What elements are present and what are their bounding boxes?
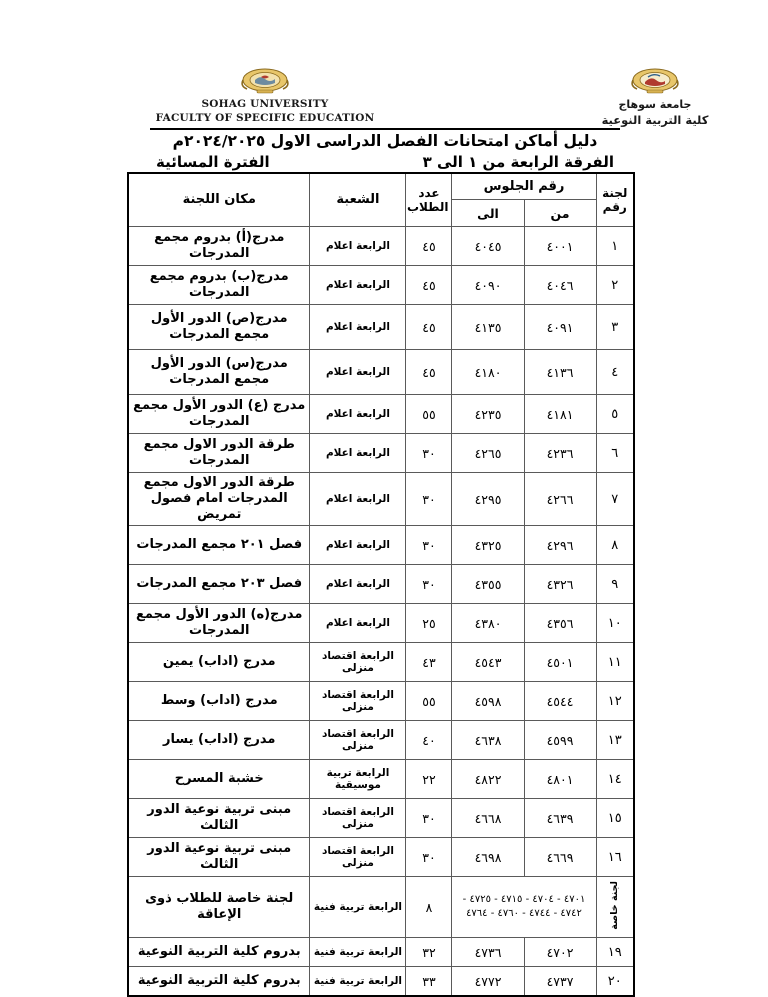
cell-section: الرابعة تربية موسيقية: [310, 760, 406, 799]
exam-locations-table-wrapper: [129, 172, 635, 997]
header-seat-number: رقم الجلوس: [452, 173, 596, 200]
cell-committee-place: فصل ٢٠٣ مجمع المدرجات: [128, 565, 310, 604]
cell-student-count: ٢٢: [406, 760, 452, 799]
university-crest-icon-arabic: [627, 66, 683, 96]
table-row: [128, 838, 634, 877]
cell-seat-to: ٤٣٥٥: [452, 565, 524, 604]
cell-seat-to: ٤٥٩٨: [452, 682, 524, 721]
header-student-count: عدد الطلاب: [406, 173, 452, 227]
cell-section: الرابعة تربية فنية: [310, 938, 406, 967]
cell-committee-no: ٦: [596, 434, 634, 473]
cell-section: الرابعة اقتصاد منزلى: [310, 682, 406, 721]
cell-seat-from: ٤٦٦٩: [524, 838, 596, 877]
cell-committee-place: مدرج(ه) الدور الأول مجمع المدرجات: [128, 604, 310, 643]
cell-seat-from: ٤٢٣٦: [524, 434, 596, 473]
cell-committee-no: ٥: [596, 395, 634, 434]
cell-committee-place: طرقة الدور الاول مجمع المدرجات امام فصول تمريض: [128, 473, 310, 526]
cell-seat-to: ٤١٣٥: [452, 305, 524, 350]
cell-seat-to: ٤٦٩٨: [452, 838, 524, 877]
cell-committee-no: ٢٠: [596, 967, 634, 997]
cell-seat-from: ٤٧٣٧: [524, 967, 596, 997]
special-committee-label: لجنة خاصة: [609, 880, 621, 930]
cell-student-count: ٣٢: [406, 938, 452, 967]
cell-section: الرابعة تربية فنية: [310, 877, 406, 938]
cell-committee-no: ٣: [596, 305, 634, 350]
header-committee-place: مكان اللجنة: [128, 173, 310, 227]
cell-student-count: ٤٥: [406, 350, 452, 395]
table-body: [128, 227, 634, 997]
org-block-english: [150, 66, 380, 125]
cell-student-count: ٣٣: [406, 967, 452, 997]
table-header-row-1: [128, 173, 634, 200]
cell-seat-to: ٤٠٤٥: [452, 227, 524, 266]
cell-section: الرابعة اعلام: [310, 604, 406, 643]
header-committee-no: لجنة رقم: [596, 173, 634, 227]
cell-seat-to: ٤٣٢٥: [452, 526, 524, 565]
cell-seat-from: ٤١٣٦: [524, 350, 596, 395]
org-block-arabic: [540, 66, 768, 128]
cell-seat-from: ٤٠٩١: [524, 305, 596, 350]
cell-student-count: ٥٥: [406, 682, 452, 721]
cell-seat-from: ٤٦٣٩: [524, 799, 596, 838]
cell-seat-from: ٤٥٩٩: [524, 721, 596, 760]
cell-seat-from: ٤٠٤٦: [524, 266, 596, 305]
cell-committee-place: بدروم كلية التربية النوعية: [128, 967, 310, 997]
table-head: [128, 173, 634, 227]
table-row: [128, 721, 634, 760]
table-row: [128, 877, 634, 938]
cell-section: الرابعة اقتصاد منزلى: [310, 799, 406, 838]
cell-committee-no: ١٤: [596, 760, 634, 799]
cell-section: الرابعة اعلام: [310, 266, 406, 305]
header-divider: [150, 128, 620, 130]
cell-student-count: ٣٠: [406, 838, 452, 877]
cell-section: الرابعة اقتصاد منزلى: [310, 838, 406, 877]
cell-committee-place: مدرج(ب) بدروم مجمع المدرجات: [128, 266, 310, 305]
cell-committee-no: ١: [596, 227, 634, 266]
cell-seat-to: ٤٢٩٥: [452, 473, 524, 526]
cell-seat-to: ٤١٨٠: [452, 350, 524, 395]
cell-seat-from: ٤٢٦٦: [524, 473, 596, 526]
cell-committee-place: مدرج (اداب) وسط: [128, 682, 310, 721]
cell-committee-place: بدروم كلية التربية النوعية: [128, 938, 310, 967]
cell-student-count: ٨: [406, 877, 452, 938]
cell-committee-place: لجنة خاصة للطلاب ذوى الإعاقة: [128, 877, 310, 938]
cell-seat-from: ٤٣٥٦: [524, 604, 596, 643]
cell-seat-to: ٤٦٣٨: [452, 721, 524, 760]
cell-seat-to: ٤٧٧٢: [452, 967, 524, 997]
cell-student-count: ٣٠: [406, 473, 452, 526]
table-row: [128, 565, 634, 604]
university-name-ar: جامعة سوهاج: [618, 98, 692, 111]
table-row: [128, 604, 634, 643]
header-section: الشعبة: [310, 173, 406, 227]
cell-committee-no: ١٣: [596, 721, 634, 760]
cell-committee-no: ١٠: [596, 604, 634, 643]
cell-student-count: ٢٥: [406, 604, 452, 643]
cell-committee-place: مدرج(أ) بدروم مجمع المدرجات: [128, 227, 310, 266]
cell-committee-no: ٤: [596, 350, 634, 395]
cell-section: الرابعة اعلام: [310, 227, 406, 266]
cell-seat-to: ٤٣٨٠: [452, 604, 524, 643]
table-row: [128, 643, 634, 682]
cell-seat-to: ٤٠٩٠: [452, 266, 524, 305]
cell-student-count: ٤٠: [406, 721, 452, 760]
cell-seat-from: ٤٣٢٦: [524, 565, 596, 604]
cell-seat-to: ٤٦٦٨: [452, 799, 524, 838]
cell-committee-no: ١٩: [596, 938, 634, 967]
exam-locations-table: [127, 172, 635, 997]
cell-section: الرابعة اعلام: [310, 395, 406, 434]
cell-committee-no: ٧: [596, 473, 634, 526]
table-row: [128, 395, 634, 434]
cell-committee-place: مبنى تربية نوعية الدور الثالث: [128, 838, 310, 877]
cell-committee-no: ١١: [596, 643, 634, 682]
table-row: [128, 938, 634, 967]
cell-section: الرابعة اعلام: [310, 526, 406, 565]
cell-student-count: ٤٥: [406, 266, 452, 305]
table-row: [128, 266, 634, 305]
cell-student-count: ٥٥: [406, 395, 452, 434]
cell-committee-place: مدرج(س) الدور الأول مجمع المدرجات: [128, 350, 310, 395]
seat-number-line: ٤٧٠١ - ٤٧٠٤ - ٤٧١٥ - ٤٧٢٥ -: [462, 894, 586, 905]
cell-committee-place: مبنى تربية نوعية الدور الثالث: [128, 799, 310, 838]
table-row: [128, 350, 634, 395]
page-title: دليل أماكن امتحانات الفصل الدراسى الاول ٢٠٢٤/٢٠٢٥م: [172, 132, 598, 150]
cell-student-count: ٤٥: [406, 227, 452, 266]
cell-section: الرابعة اقتصاد منزلى: [310, 721, 406, 760]
cell-seat-from: ٤٥٠١: [524, 643, 596, 682]
cell-seat-from: ٤١٨١: [524, 395, 596, 434]
subtitle-period: الفترة المسائية: [156, 153, 270, 171]
cell-committee-place: مدرج (اداب) يسار: [128, 721, 310, 760]
cell-section: الرابعة تربية فنية: [310, 967, 406, 997]
cell-seat-to: ٤٢٣٥: [452, 395, 524, 434]
cell-seat-from: ٤٠٠١: [524, 227, 596, 266]
cell-committee-no: ٢: [596, 266, 634, 305]
cell-committee-no: ١٥: [596, 799, 634, 838]
cell-section: الرابعة اقتصاد منزلى: [310, 643, 406, 682]
cell-committee-place: مدرج(ص) الدور الأول مجمع المدرجات: [128, 305, 310, 350]
cell-student-count: ٣٠: [406, 526, 452, 565]
cell-committee-no-special: [596, 877, 634, 938]
table-row: [128, 305, 634, 350]
table-row: [128, 760, 634, 799]
cell-committee-no: ١٦: [596, 838, 634, 877]
cell-committee-no: ٨: [596, 526, 634, 565]
header-seat-from: من: [524, 200, 596, 227]
cell-seat-to: ٤٨٢٢: [452, 760, 524, 799]
university-crest-icon: [237, 66, 293, 96]
cell-committee-place: مدرج (ع) الدور الأول مجمع المدرجات: [128, 395, 310, 434]
cell-section: الرابعة اعلام: [310, 305, 406, 350]
cell-committee-no: ٩: [596, 565, 634, 604]
cell-seat-from: ٤٢٩٦: [524, 526, 596, 565]
table-row: [128, 473, 634, 526]
table-row: [128, 526, 634, 565]
cell-seat-from: ٤٥٤٤: [524, 682, 596, 721]
cell-student-count: ٣٠: [406, 434, 452, 473]
cell-committee-place: طرقة الدور الاول مجمع المدرجات: [128, 434, 310, 473]
cell-seat-numbers-list: [452, 877, 596, 938]
cell-committee-place: مدرج (اداب) يمين: [128, 643, 310, 682]
cell-seat-from: ٤٧٠٢: [524, 938, 596, 967]
table-row: [128, 799, 634, 838]
seat-number-line: ٤٧٤٢ - ٤٧٤٤ - ٤٧٦٠ - ٤٧٦٤: [466, 908, 582, 919]
cell-seat-to: ٤٢٦٥: [452, 434, 524, 473]
table-row: [128, 682, 634, 721]
university-name-en: SOHAG UNIVERSITY: [201, 98, 329, 110]
document-header: [0, 66, 768, 128]
cell-student-count: ٤٥: [406, 305, 452, 350]
cell-seat-from: ٤٨٠١: [524, 760, 596, 799]
faculty-name-en: FACULTY OF SPECIFIC EDUCATION: [155, 112, 375, 124]
cell-section: الرابعة اعلام: [310, 565, 406, 604]
cell-committee-no: ١٢: [596, 682, 634, 721]
cell-seat-to: ٤٥٤٣: [452, 643, 524, 682]
table-row: [128, 227, 634, 266]
page-subtitle: [150, 152, 620, 173]
cell-student-count: ٤٣: [406, 643, 452, 682]
cell-student-count: ٣٠: [406, 799, 452, 838]
cell-section: الرابعة اعلام: [310, 473, 406, 526]
document-title-block: [150, 131, 620, 173]
cell-student-count: ٣٠: [406, 565, 452, 604]
faculty-name-ar: كلية التربية النوعية: [601, 113, 709, 127]
cell-seat-to: ٤٧٣٦: [452, 938, 524, 967]
cell-section: الرابعة اعلام: [310, 350, 406, 395]
cell-section: الرابعة اعلام: [310, 434, 406, 473]
header-seat-to: الى: [452, 200, 524, 227]
table-row: [128, 434, 634, 473]
cell-committee-place: فصل ٢٠١ مجمع المدرجات: [128, 526, 310, 565]
subtitle-group: الفرقة الرابعة من ١ الى ٣: [422, 153, 614, 171]
cell-committee-place: خشبة المسرح: [128, 760, 310, 799]
table-row: [128, 967, 634, 997]
